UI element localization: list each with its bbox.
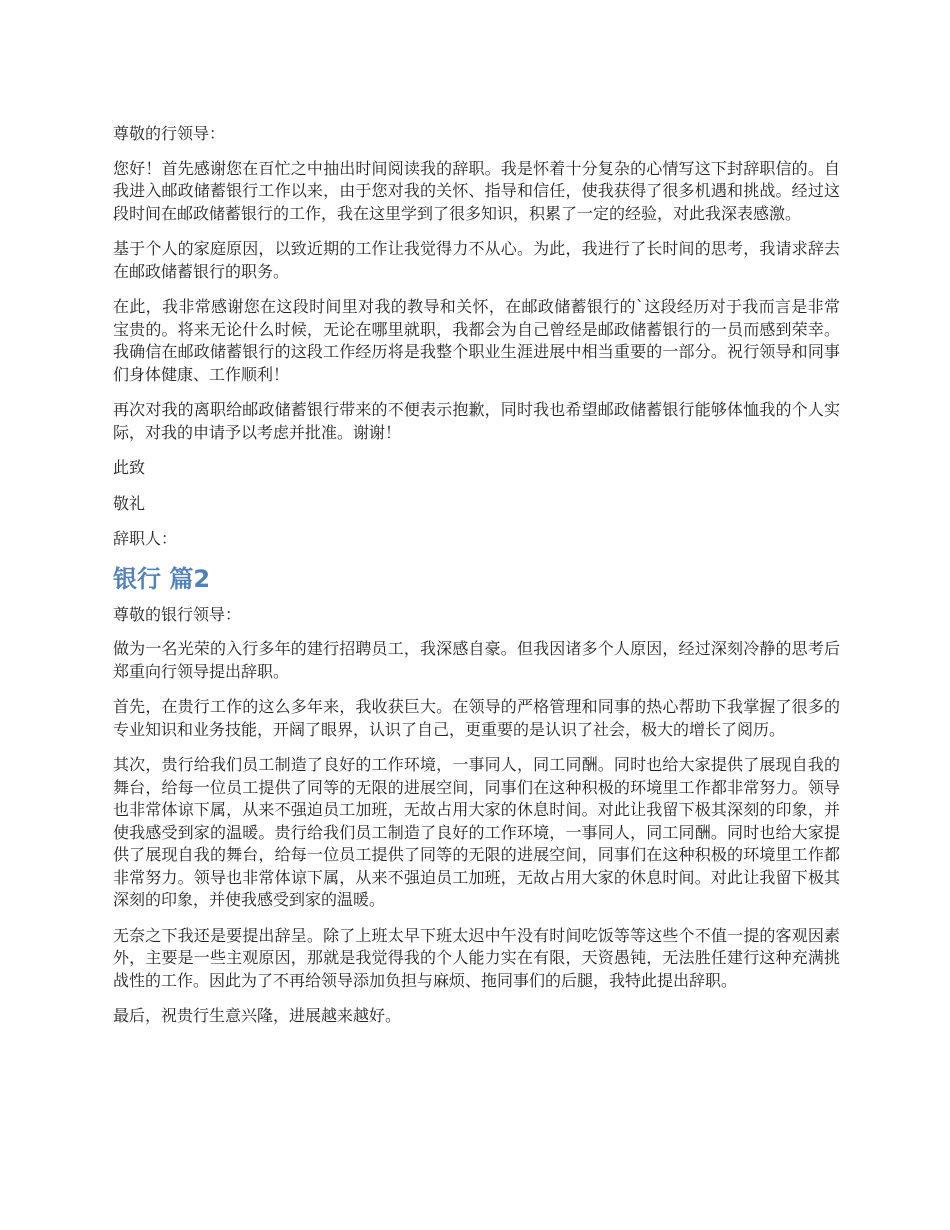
body-paragraph: 基于个人的家庭原因，以致近期的工作让我觉得力不从心。为此，我进行了长时间的思考，我请求辞去在邮政储蓄银行的职务。 xyxy=(113,239,840,281)
body-paragraph: 做为一名光荣的入行多年的建行招聘员工，我深感自豪。但我因诸多个人原因，经过深刻冷静的思考后郑重向行领导提出辞职。 xyxy=(113,639,840,681)
signature-line: 辞职人： xyxy=(113,529,178,548)
closing-line: 此致 xyxy=(113,458,146,477)
body-paragraph: 其次，贵行给我们员工制造了良好的工作环境，一事同人，同工同酬。同时也给大家提供了展现自我的舞台，给每一位员工提供了同等的无限的进展空间，同事们在这种积极的环境里工作都非常努力。领导也非常体谅下属，从来不强迫员工加班，无故占用大家的休息时间。对此让我留下极其深刻的印象，并使我感受到家的温暖。贵行给我们员工制造了良好的工作环境，一事同人，同工同酬。同时也给大家提供了展现自我的舞台，给每一位员工提供了同等的无限的进展空间，同事们在这种积极的环境里工作都非常努力。领导也非常体谅下属，从来不强迫员工加班，无故占用大家的休息时间。对此让我留下极其深刻的印象，并使我感受到家的温暖。 xyxy=(113,755,840,909)
document-page xyxy=(113,123,840,1041)
section-heading: 银行 篇2 xyxy=(113,564,211,593)
body-paragraph: 首先，在贵行工作的这么多年来，我收获巨大。在领导的严格管理和同事的热心帮助下我掌握了很多的专业知识和业务技能，开阔了眼界，认识了自己，更重要的是认识了社会，极大的增长了阅历。 xyxy=(113,697,840,739)
body-paragraph: 在此，我非常感谢您在这段时间里对我的教导和关怀，在邮政储蓄银行的`这段经历对于我而言是非常宝贵的。将来无论什么时候，无论在哪里就职，我都会为自己曾经是邮政储蓄银行的一员而感到荣幸。我确信在邮政储蓄银行的这段工作经历将是我整个职业生涯进展中相当重要的一部分。祝行领导和同事们身体健康、工作顺利！ xyxy=(113,297,840,384)
salutation: 尊敬的银行领导： xyxy=(113,604,242,624)
closing-line: 最后，祝贵行生意兴隆，进展越来越好。 xyxy=(113,1006,402,1025)
salutation: 尊敬的行领导： xyxy=(113,124,226,143)
body-paragraph: 您好！首先感谢您在百忙之中抽出时间阅读我的辞职。我是怀着十分复杂的心情写这下封辞职信的。自我进入邮政储蓄银行工作以来，由于您对我的关怀、指导和信任，使我获得了很多机遇和挑战。经过这段时间在邮政储蓄银行的工作，我在这里学到了很多知识，积累了一定的经验，对此我深表感激。 xyxy=(113,158,840,223)
closing-line: 敬礼 xyxy=(113,493,146,513)
body-paragraph: 无奈之下我还是要提出辞呈。除了上班太早下班太迟中午没有时间吃饭等等这些个不值一提的客观因素外，主要是一些主观原因，那就是我觉得我的个人能力实在有限，天资愚钝，无法胜任建行这种充满挑战性的工作。因此为了不再给领导添加负担与麻烦、拖同事们的后腿，我特此提出辞职。 xyxy=(113,925,840,990)
body-paragraph: 再次对我的离职给邮政储蓄银行带来的不便表示抱歉，同时我也希望邮政储蓄银行能够体恤我的个人实际，对我的申请予以考虑并批准。谢谢！ xyxy=(113,400,840,442)
